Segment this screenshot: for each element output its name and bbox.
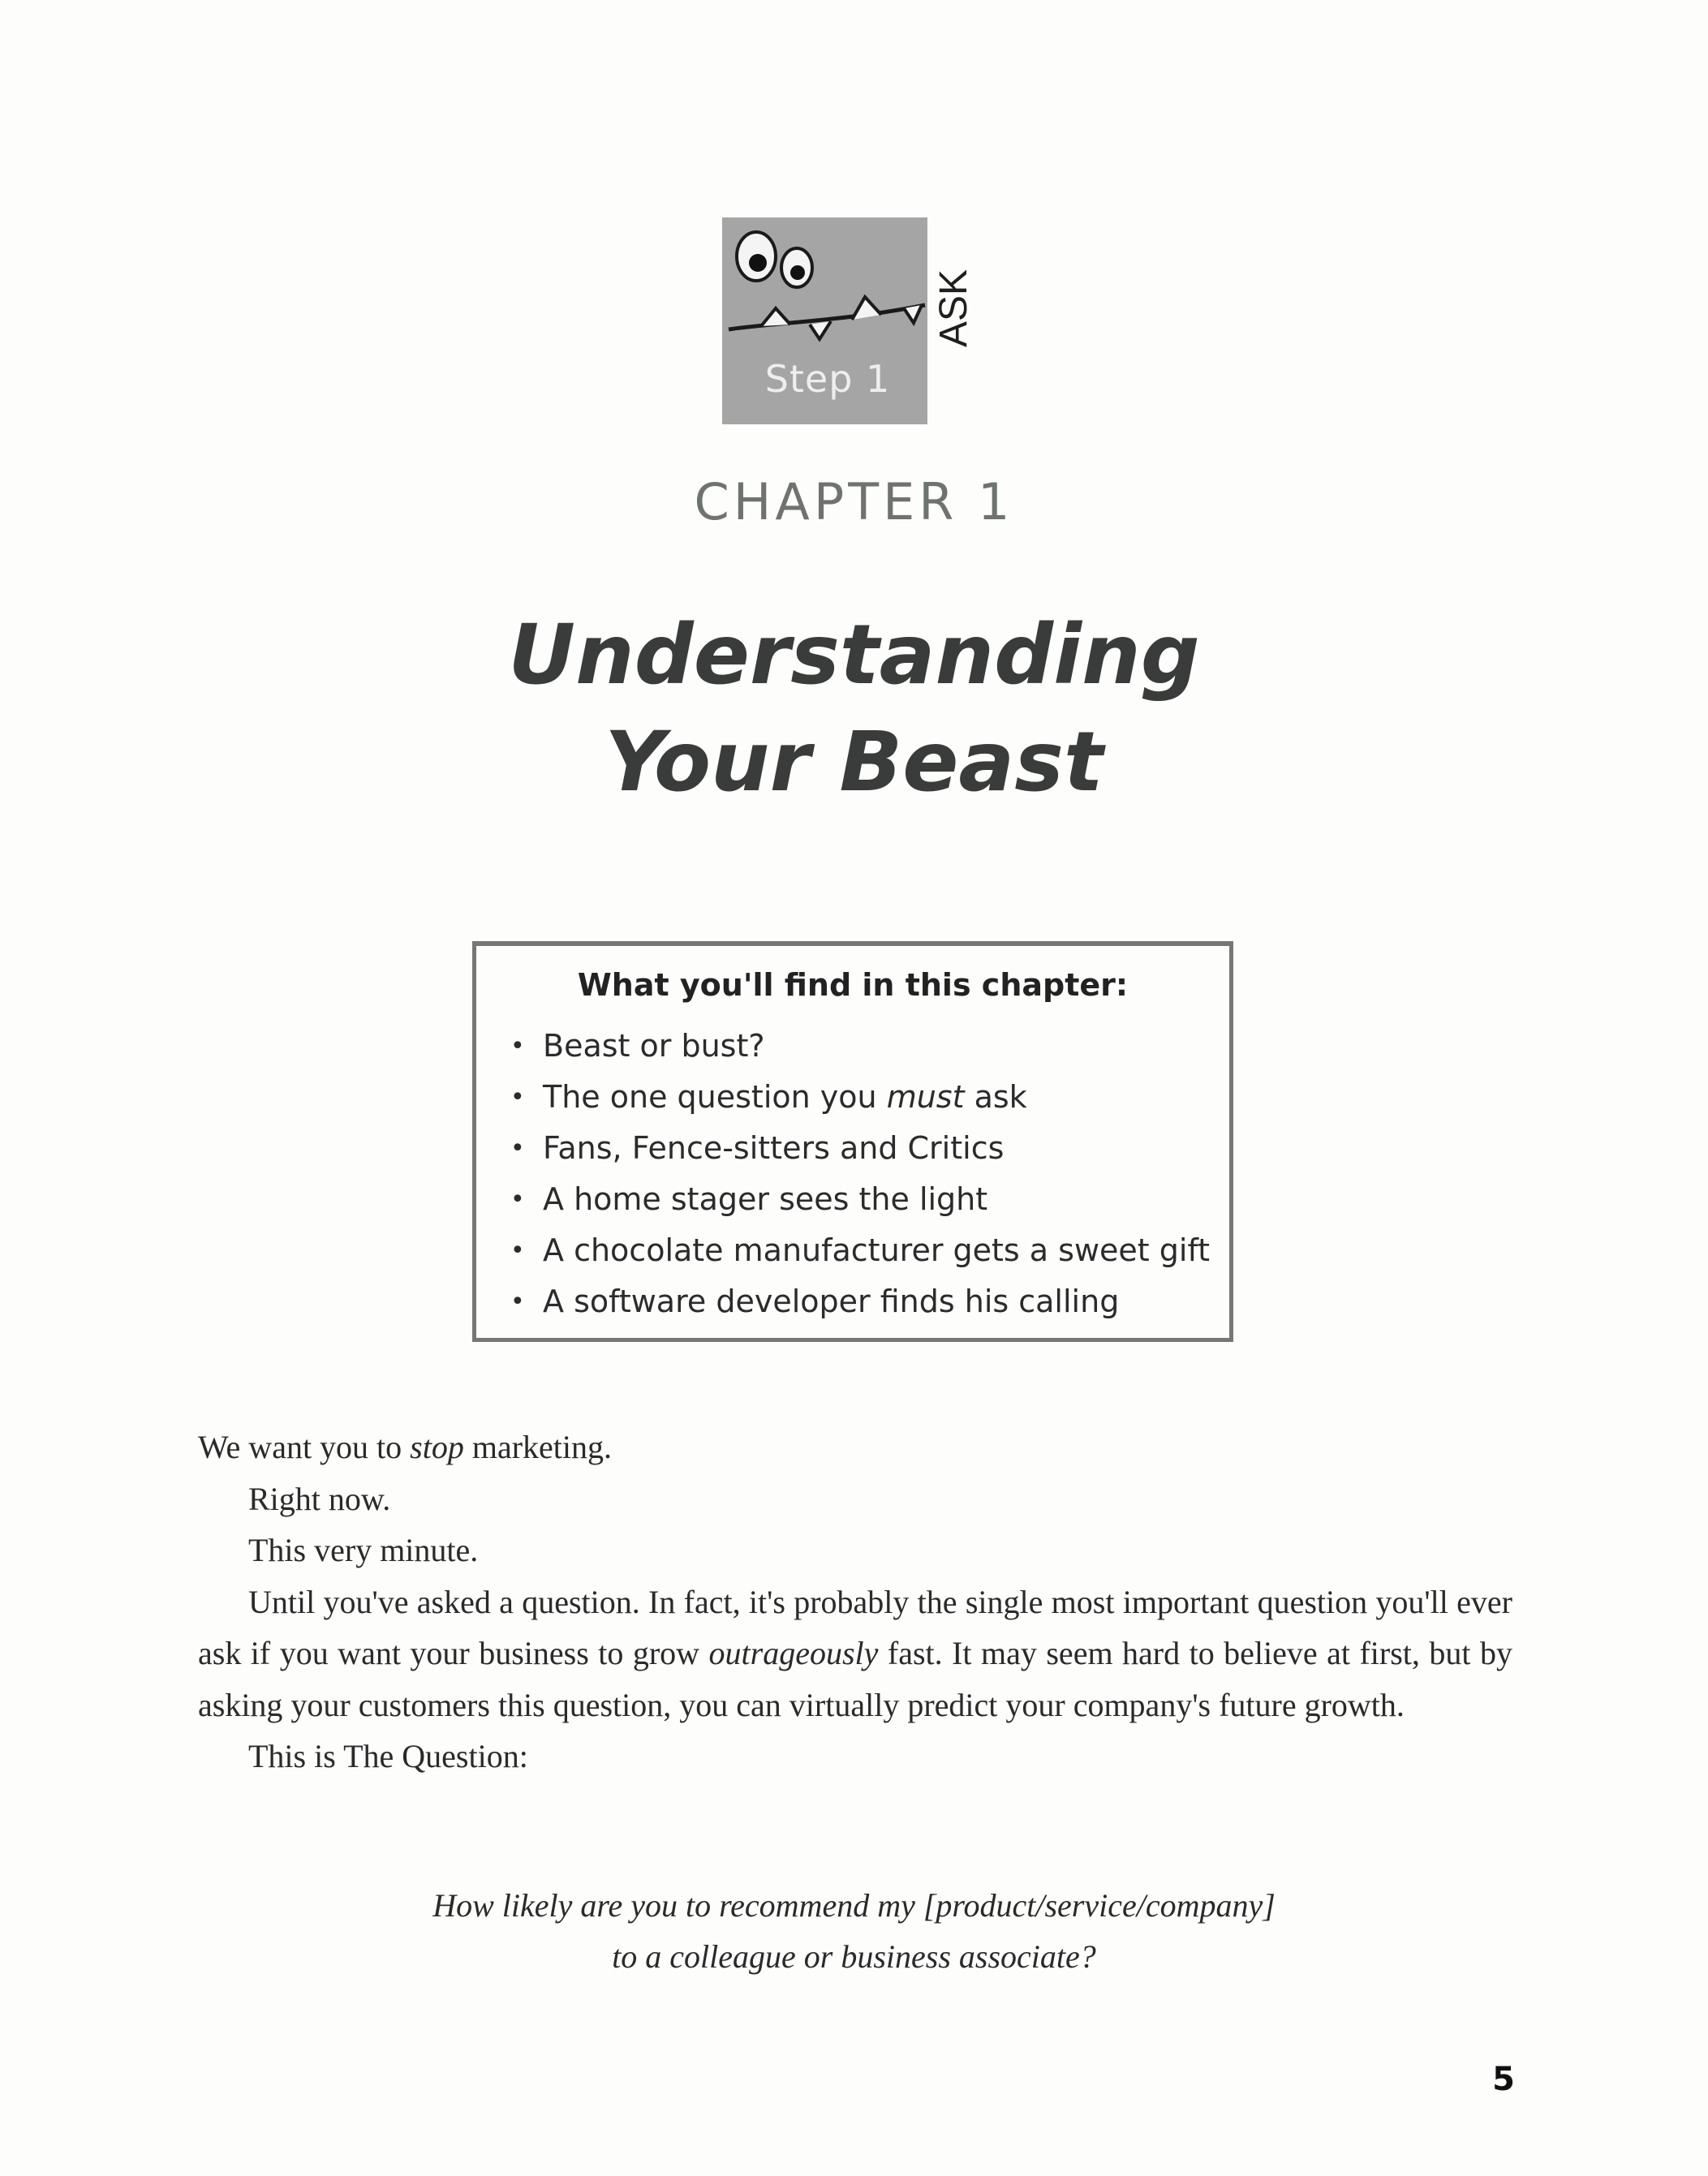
contents-heading: What you'll find in this chapter: xyxy=(577,967,1129,1003)
contents-item: • A software developer finds his calling xyxy=(510,1276,1210,1327)
paragraph: This very minute. xyxy=(248,1532,479,1568)
chapter-contents-box xyxy=(472,941,1233,1342)
body-text xyxy=(198,1421,1512,1783)
bullet-icon: • xyxy=(510,1134,525,1163)
contents-item: • Beast or bust? xyxy=(510,1021,1210,1072)
paragraph: We want you to stop marketing. xyxy=(198,1429,613,1465)
contents-item xyxy=(510,1072,1210,1123)
the-question-quote xyxy=(0,1880,1708,1982)
page-number: 5 xyxy=(1492,2061,1515,2098)
chapter-title xyxy=(0,602,1708,816)
paragraph: Right now. xyxy=(248,1480,391,1517)
chapter-step-badge xyxy=(722,217,998,424)
paragraph: Until you've asked a question. In fact, it's probably the single most important question you'll ever ask if you want your business to grow outrageously fast. It may seem hard to believe at first, but by asking your customers this question, you can virtually predict your company's future growth. xyxy=(198,1583,1512,1723)
contents-item: • A chocolate manufacturer gets a sweet gift xyxy=(510,1225,1210,1276)
ask-label: ASK xyxy=(932,269,975,347)
step-label: Step 1 xyxy=(764,357,891,401)
paragraph: This is The Question: xyxy=(248,1738,528,1774)
chapter-title-line-2: Your Beast xyxy=(604,714,1104,811)
question-line-2: to a colleague or business associate? xyxy=(612,1938,1096,1975)
contents-item-text: The one question you must ask xyxy=(543,1079,1027,1115)
question-line-1: How likely are you to recommend my [product/service/company] xyxy=(432,1887,1276,1924)
bullet-icon: • xyxy=(510,1032,525,1060)
contents-list xyxy=(510,1021,1210,1327)
bullet-icon: • xyxy=(510,1185,525,1214)
chapter-label: CHAPTER 1 xyxy=(694,472,1014,531)
bullet-icon: • xyxy=(510,1288,525,1316)
contents-item: • A home stager sees the light xyxy=(510,1174,1210,1225)
bullet-icon: • xyxy=(510,1236,525,1265)
contents-item: • Fans, Fence-sitters and Critics xyxy=(510,1123,1210,1174)
bullet-icon: • xyxy=(510,1083,525,1112)
chapter-title-line-1: Understanding xyxy=(508,607,1200,703)
step-badge-box xyxy=(722,217,927,424)
